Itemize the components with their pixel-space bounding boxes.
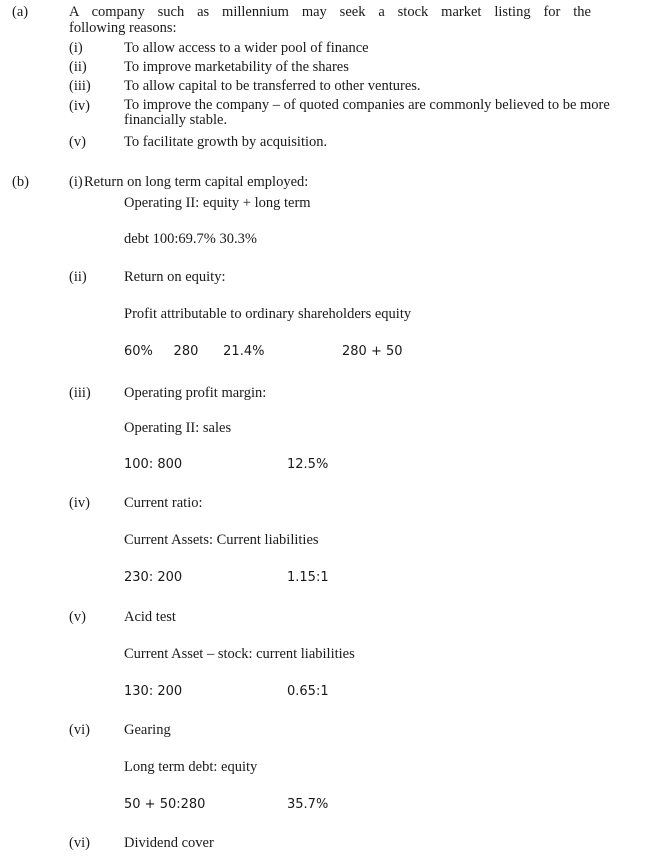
ratio-result: 12.5% [287, 457, 329, 472]
reason-text: To facilitate growth by acquisition. [124, 134, 328, 150]
reason-text: To allow access to a wider pool of finance [124, 40, 369, 56]
reason-numeral: (v) [69, 134, 86, 150]
ratio-formula: Current Assets: Current liabilities [124, 532, 319, 548]
ratio-numeral: (vi) [69, 835, 90, 851]
ratio-numeral: (iii) [69, 385, 91, 401]
ratio-formula: Operating II: equity + long term [124, 195, 311, 211]
ratio-title: Current ratio: [124, 495, 203, 511]
ratio-numeral: (ii) [69, 269, 87, 285]
part-a-intro-line2: following reasons: [69, 20, 177, 36]
ratio-formula: Profit attributable to ordinary shareholders equity [124, 306, 412, 322]
reason-text: To improve the company – of quoted companies are commonly believed to be more financially stable. [124, 97, 610, 128]
part-b-label: (b) [12, 174, 29, 190]
ratio-calc: debt 100:69.7% 30.3% [124, 231, 257, 247]
ratio-calc: 230: 200 [124, 570, 183, 585]
ratio-numeral: (iv) [69, 495, 90, 511]
ratio-title: Gearing [124, 722, 171, 738]
ratio-title: Dividend cover [124, 835, 214, 851]
reason-text: To allow capital to be transferred to other ventures. [124, 78, 421, 94]
part-a-intro-line1: A company such as millennium may seek a stock market listing for the [69, 4, 591, 20]
ratio-result: 0.65:1 [287, 684, 329, 699]
ratio-calc: 50 + 50:280 [124, 797, 206, 812]
ratio-numeral: (vi) [69, 722, 90, 738]
ratio-result: 35.7% [287, 797, 329, 812]
reason-numeral: (i) [69, 40, 83, 56]
ratio-title: Operating profit margin: [124, 385, 267, 401]
ratio-formula: Long term debt: equity [124, 759, 258, 775]
part-a-label: (a) [12, 4, 29, 20]
ratio-numeral: (v) [69, 609, 86, 625]
reason-numeral: (ii) [69, 59, 87, 75]
ratio-title: Return on equity: [124, 269, 226, 285]
ratio-calc: 130: 200 [124, 684, 183, 699]
reason-numeral: (iv) [69, 98, 90, 114]
ratio-formula: Operating II: sales [124, 420, 232, 436]
ratio-result: 1.15:1 [287, 570, 329, 585]
ratio-result: 280 + 50 [342, 344, 403, 359]
ratio-formula: Current Asset – stock: current liabilities [124, 646, 355, 662]
ratio-title: Return on long term capital employed: [84, 174, 309, 190]
ratio-calc: 100: 800 [124, 457, 183, 472]
ratio-numeral: (i) [69, 174, 83, 190]
ratio-title: Acid test [124, 609, 176, 625]
reason-text: To improve marketability of the shares [124, 59, 349, 75]
reason-numeral: (iii) [69, 78, 91, 94]
ratio-calc: 60% 280 21.4% [124, 344, 265, 359]
